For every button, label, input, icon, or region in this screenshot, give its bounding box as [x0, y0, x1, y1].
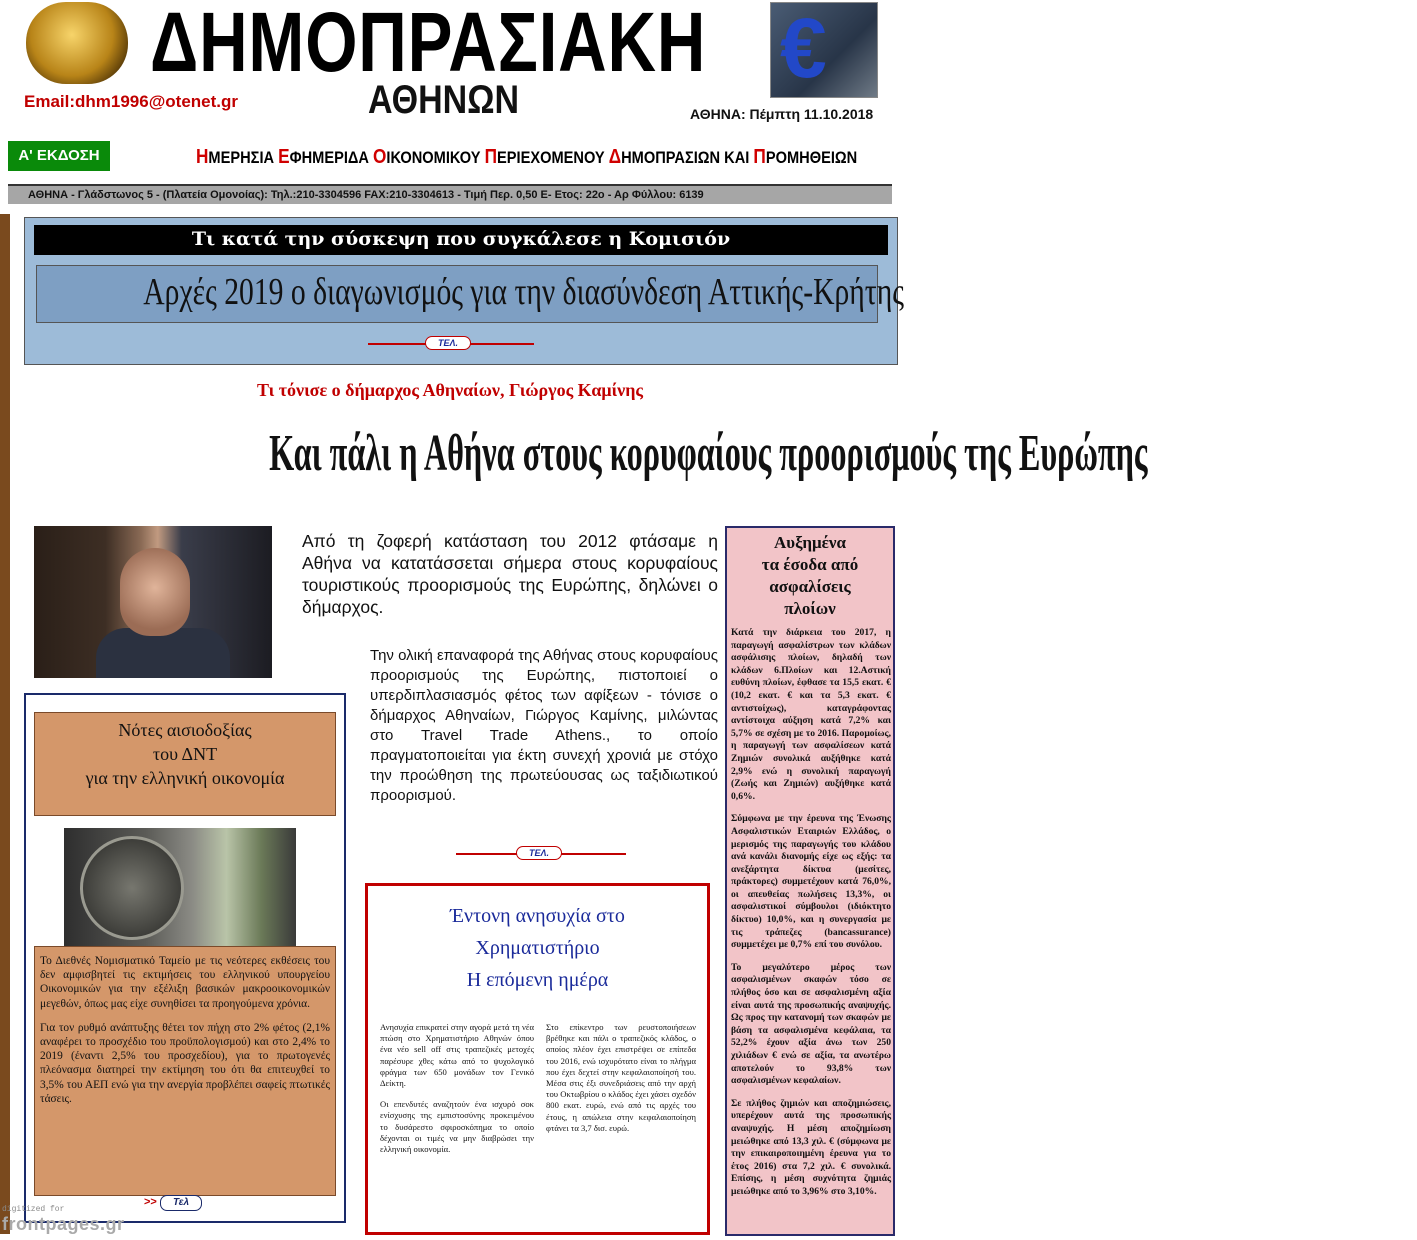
insurance-paragraph: Το μεγαλύτερο μέρος των ασφαλισμένων σκαφών τόσο σε πλήθος όσο και σε ασφαλισμένη αξία είναι αυτά της προσωπικής αναψυχής. Ως προς την κατανομή των σκαφών με βάση τα ασφαλισμένα κεφάλαια, τα 52,2% έχουν αξία άνω των 250 χιλιάδων € ενώ σε αξία, τα ανωτέρω αποτελούν το 93,8% των ασφαλισμένων κεφαλαίων. — [731, 961, 891, 1087]
market-headline-line: Έντονη ανησυχία στο — [450, 905, 625, 927]
newspaper-subtitle: ΑΘΗΝΩΝ — [368, 78, 520, 122]
main-story-lead: Από τη ζοφερή κατάσταση του 2012 φτάσαμε η Αθήνα να κατατάσσεται σήμερα στους κορυφαίους τουριστικούς προορισμούς της Ευρώπης, δηλώνει ο δήμαρχος. — [302, 531, 718, 617]
insurance-headline-line: Αυξημένα — [774, 533, 846, 552]
insurance-headline-line: τα έσοδα από — [761, 555, 859, 574]
market-paragraph: Στο επίκεντρο των ρευστοποιήσεων βρέθηκε και πάλι ο τραπεζικός κλάδος, ο οποίος πλέον έχει επιστρέψει σε επίπεδα του 2016, ενώ ισχυρότατο είναι το πλήγμα που έχει δεχτεί στην κεφαλαιοποίησή του. Μέσα στις έξι συνεδριάσεις από την αρχή του Οκτωβρίου ο κλάδος έχει χάσει σχεδόν 800 εκατ. ευρώ, ενώ από τις αρχές του έτους, η απώλεια στην κεφαλαιοποίηση φτάνει τα 3,7 δισ. ευρώ. — [546, 1022, 696, 1133]
imf-paragraph: Για τον ρυθμό ανάπτυξης θέτει τον πήχη στο 2% φέτος (2,1% αναφέρει το προσχέδιο του προϋπολογισμού) και στο 2,4% το 2019 (έναντι 2,5% του προσχεδίου), για το πρωτογενές πλεόνασμα διατηρεί την εκτίμηση του ότι θα επιτευχθεί το 3,5% του ΑΕΠ ενώ για την ανεργία προβλέπει σαφείς πτωτικές τάσεις. — [40, 1021, 330, 1105]
gold-coins-image — [26, 2, 128, 84]
imf-seal-icon — [80, 836, 184, 940]
imf-paragraph: Το Διεθνές Νομισματικό Ταμείο με τις νεότερες εκθέσεις του δεν αμφισβητεί τις εκτιμήσεις του ελληνικού υπουργείου Οικονομικών για την εξέλιξη βασικών μακροοικονομικών μεγεθών, όπως μας είχε συνηθίσει τα προηγούμενα χρόνια. — [40, 955, 330, 1010]
tagline-initial: Η — [196, 146, 209, 168]
tagline-word: ΙΚΟΝΟΜΙΚΟΥ — [386, 148, 485, 167]
insurance-paragraph: Σύμφωνα με την έρευνα της Ένωσης Ασφαλιστικών Εταιριών Ελλάδος, ο μερισμός της παραγωγής του κλάδου ανά κανάλι διανομής είχε ως εξής: τα ανεξάρτητα δίκτυα (μεσίτες, πράκτορες) συμμετέχουν κατά 76,0%, οι απευθείας πωλήσεις 13,3%, οι ασφαλιστικοί σύμβουλοι (ιδιόκτητο δίκτυο) 10,0%, και η συνεργασία με τις τράπεζες (bancassurance) συμμετέχει με 0,7% επί του συνόλου. — [731, 813, 891, 951]
main-story-headline-text: Και πάλι η Αθήνα στους κορυφαίους προορισμούς της Ευρώπης — [269, 425, 1148, 482]
end-marker: Τελ — [160, 1195, 202, 1211]
end-marker: ΤΕΛ. — [425, 336, 471, 350]
continue-arrows: >> — [144, 1196, 157, 1208]
top-story-headline-text: Αρχές 2019 ο διαγωνισμός για την διασύνδεση Αττικής-Κρήτης — [143, 271, 904, 313]
market-column-1 — [380, 1022, 534, 1165]
credit-line: digitized for — [2, 1205, 65, 1214]
credit-site: frontpages.gr — [2, 1214, 125, 1234]
main-story-kicker: Τι τόνισε ο δήμαρχος Αθηναίων, Γιώργος Καμίνης — [256, 380, 644, 400]
tagline-word: ΡΟΜΗΘΕΙΩΝ — [765, 148, 858, 167]
issue-date: ΑΘΗΝΑ: Πέμπτη 11.10.2018 — [690, 106, 874, 122]
market-column-2 — [546, 1022, 696, 1144]
insurance-paragraph: Κατά την διάρκεια του 2017, η παραγωγή ασφαλίστρων των κλάδων ασφάλισης πλοίων, δηλαδή των κλάδων 6.Πλοίων και 12.Αστική ευθύνη πλοίων, έφθασε τα 15,5 εκατ. € (10,2 εκατ. € και τα 5,3 εκατ. € αντιστοίχως), καταγράφοντας αντίστοιχα αύξηση κατά 7,2% και 5,7% σε σχέση με το 2016. Παρομοίως, η παραγωγή των ασφαλίσεων κατά Ζημιών συνολικά αυξήθηκε κατά 2,9% ενώ η συνολική παραγωγή (Ζωής και Ζημιών) αυξήθηκε κατά 0,6%. — [731, 627, 891, 802]
tagline-initial: Ο — [373, 146, 387, 168]
insurance-body — [731, 627, 891, 1209]
imf-headline-line: για την ελληνική οικονομία — [85, 768, 285, 788]
info-bar: ΑΘΗΝΑ - Γλάδστωνος 5 - (Πλατεία Ομονοίας): Τηλ.:210-3304596 FAX:210-3304613 - Τιμή Περ. 0,50 Ε- Ετος: 22ο - Αρ Φύλλου: 6139 — [8, 184, 892, 204]
insurance-headline-line: ασφαλίσεις — [769, 577, 851, 596]
tagline-word: ΦΗΜΕΡΙΔΑ — [289, 148, 374, 167]
end-marker: ΤΕΛ. — [516, 846, 562, 860]
mayor-photo-face — [120, 548, 190, 636]
imf-headline-line: Νότες αισιοδοξίας — [118, 720, 252, 740]
insurance-headline-line: πλοίων — [784, 599, 836, 618]
tagline-word: ΜΕΡΗΣΙΑ — [208, 148, 279, 167]
market-paragraph: Ανησυχία επικρατεί στην αγορά μετά τη νέα πτώση στο Χρηματιστήριο Αθηνών όπου ένα νέο sell off στις τραπεζικές μετοχές παρέσυρε χθες κάτω από το ψυχολογικό φράγμα των 650 μονάδων τον Γενικό Δείκτη. — [380, 1022, 534, 1089]
top-story-kicker: Τι κατά την σύσκεψη που συγκάλεσε η Κομισιόν — [34, 225, 888, 255]
email-address[interactable]: Email:dhm1996@otenet.gr — [24, 92, 239, 111]
market-headline-line: Χρηματιστήριο — [475, 937, 600, 959]
tagline-initial: Δ — [608, 146, 622, 168]
insurance-paragraph: Σε πλήθος ζημιών και αποζημιώσεις, υπερέχουν αυτά της προσωπικής αναψυχής. Η μέση αποζημίωση μειώθηκε από 13,3 χιλ. € (σύμφωνα με την επικαιροποιημένη έρευνα για το έτος 2016) στα 7,2 χιλ. € συνολικά. Επίσης, η μέση συχνότητα ζημιάς μειώθηκε από το 3,96% στο 3,10%. — [731, 1097, 891, 1197]
market-paragraph: Οι επενδυτές αναζητούν ένα ισχυρό σοκ ενίσχυσης της εμπιστοσύνης προκειμένου το δυσάρεστο σφιροσκόπημα το οποίο δέχονται οι τιμές να μην διαβρώσει την ελληνική οικονομία. — [380, 1099, 534, 1155]
top-story-headline[interactable] — [36, 270, 904, 314]
main-story-headline[interactable] — [0, 424, 1148, 483]
imf-headline-line: του ΔΝΤ — [152, 744, 218, 764]
imf-headline[interactable] — [34, 718, 336, 790]
tagline-initial: Π — [753, 146, 766, 168]
tagline-initial: Π — [484, 146, 498, 168]
edition-badge: Α' ΕΚΔΟΣΗ — [8, 141, 110, 171]
euro-sign-icon: € — [780, 1, 827, 95]
market-headline-line: Η επόμενη ημέρα — [466, 969, 609, 991]
market-headline[interactable] — [368, 900, 707, 996]
tagline — [196, 146, 858, 169]
imf-body — [40, 954, 330, 1116]
insurance-headline[interactable] — [727, 532, 893, 620]
tagline-initial: Ε — [278, 146, 290, 168]
tagline-word: ΗΜΟΠΡΑΣΙΩΝ ΚΑΙ — [621, 148, 754, 167]
main-story-body: Την ολική επαναφορά της Αθήνας στους κορυφαίους προορισμούς της Ευρώπης, πιστοποιεί ο υπερδιπλασιασμός φέτος των αφίξεων - τόνισε ο δήμαρχος Αθηναίων, Γιώργος Καμίνης, μιλώντας στο Travel Trade Athens., το οποίο πραγματοποιείται για έκτη συνεχή χρονιά με στόχο την προώθηση της πρωτεύουσας ως ταξιδιωτικού προορισμού. — [370, 647, 718, 804]
newspaper-title: ΔΗΜΟΠΡΑΣΙΑΚΗ — [150, 0, 707, 89]
left-divider — [0, 214, 10, 1234]
tagline-word: ΕΡΙΕΧΟΜΕΝΟΥ — [497, 148, 609, 167]
